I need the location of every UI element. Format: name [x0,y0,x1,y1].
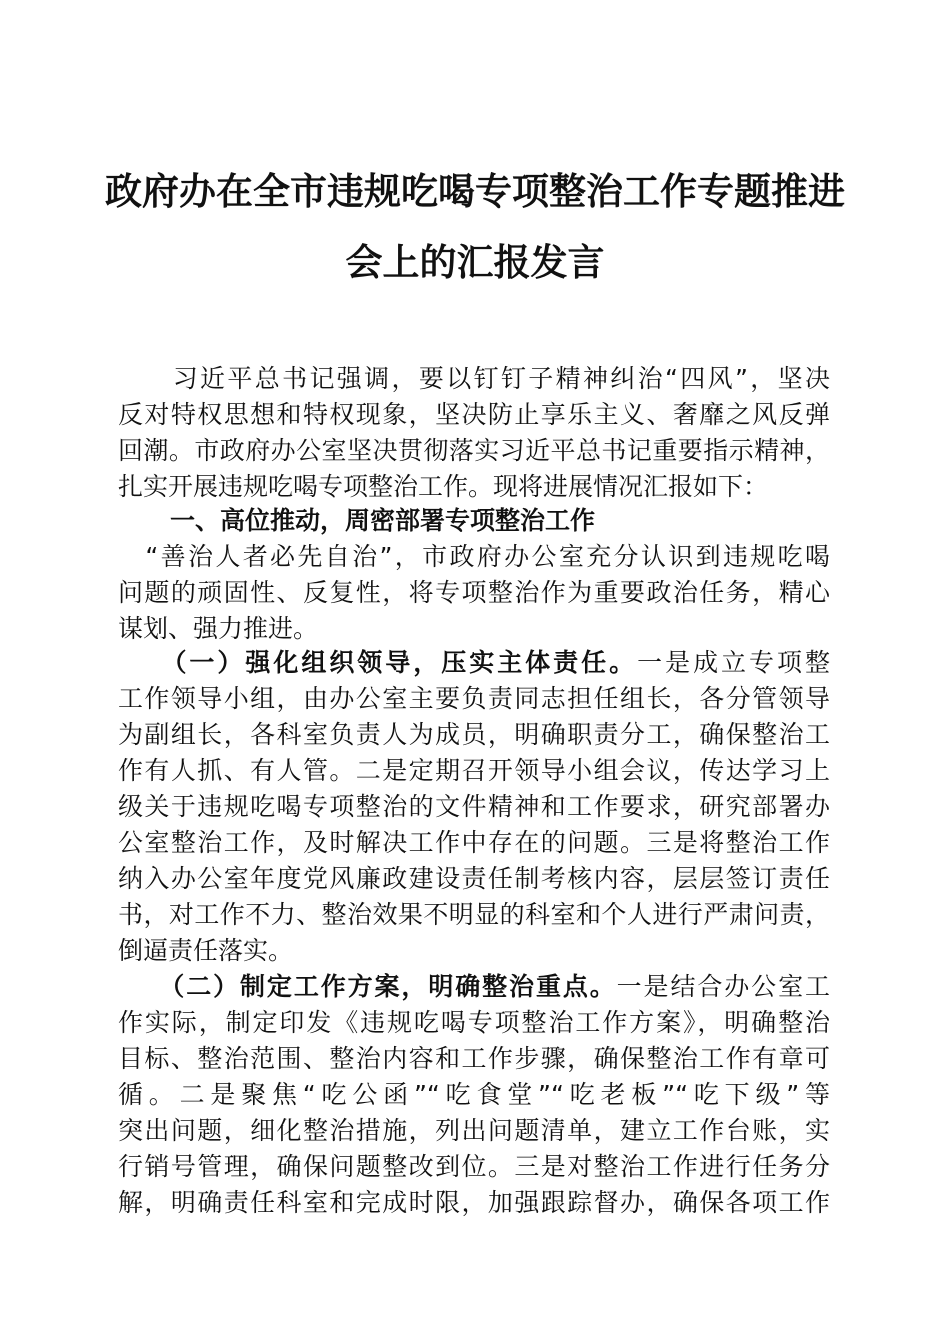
item-2-line-7: 解，明确责任科室和完成时限，加强跟踪督办，确保各项工作 [118,1188,830,1217]
item-1-lead: （一）强化组织领导，压实主体责任。 [118,648,638,677]
item-1-line-5: 级关于违规吃喝专项整治的文件精神和工作要求，研究部署办 [118,792,830,821]
item-1-line-4: 作有人抓、有人管。二是定期召开领导小组会议，传达学习上 [118,756,830,785]
item-1-text-start: 一是成立专项整 [637,648,830,677]
section-1-heading: 一、高位推动，周密部署专项整治工作 [170,506,596,535]
item-1-line-3: 为副组长，各科室负责人为成员，明确职责分工，确保整治工 [118,720,830,749]
item-2-line-6: 行销号管理，确保问题整改到位。三是对整治工作进行任务分 [118,1152,830,1181]
item-2-line-3: 目标、整治范围、整治内容和工作步骤，确保整治工作有章可 [118,1044,830,1073]
intro-line-4: 扎实开展违规吃喝专项整治工作。现将进展情况汇报如下： [118,472,769,501]
item-2-line-1 [118,970,830,1004]
document-title-line-2: 会上的汇报发言 [345,240,605,284]
intro-line-1: 习近平总书记强调，要以钉钉子精神纠治“四风”，坚决 [118,364,830,393]
item-2-line-2: 作实际，制定印发《违规吃喝专项整治工作方案》，明确整治 [118,1008,830,1037]
item-2-text-start: 一是结合办公室工 [616,972,830,1001]
item-2-line-4: 循。二是聚焦“吃公函”“吃食堂”“吃老板”“吃下级”等 [118,1080,830,1109]
item-1-line-6: 公室整治工作，及时解决工作中存在的问题。三是将整治工作 [118,828,830,857]
item-2-line-5: 突出问题，细化整治措施，列出问题清单，建立工作台账，实 [118,1116,830,1145]
item-2-lead: （二）制定工作方案，明确整治重点。 [118,972,617,1001]
item-1-line-8: 书，对工作不力、整治效果不明显的科室和个人进行严肃问责， [118,900,830,929]
item-1-line-2: 工作领导小组，由办公室主要负责同志担任组长，各分管领导 [118,684,830,713]
section-1-intro-line-1: “善治人者必先自治”，市政府办公室充分认识到违规吃喝 [118,542,830,571]
item-1-line-7: 纳入办公室年度党风廉政建设责任制考核内容，层层签订责任 [118,864,830,893]
intro-line-3: 回潮。市政府办公室坚决贯彻落实习近平总书记重要指示精神， [118,436,830,465]
intro-line-2: 反对特权思想和特权现象，坚决防止享乐主义、奢靡之风反弹 [118,400,830,429]
item-1-line-1 [118,646,830,680]
section-1-intro-line-3: 谋划、强力推进。 [118,614,319,643]
document-title-line-1: 政府办在全市违规吃喝专项整治工作专题推进 [105,169,845,213]
section-1-intro-line-2: 问题的顽固性、反复性，将专项整治作为重要政治任务，精心 [118,578,830,607]
item-1-line-9: 倒逼责任落实。 [118,936,294,965]
